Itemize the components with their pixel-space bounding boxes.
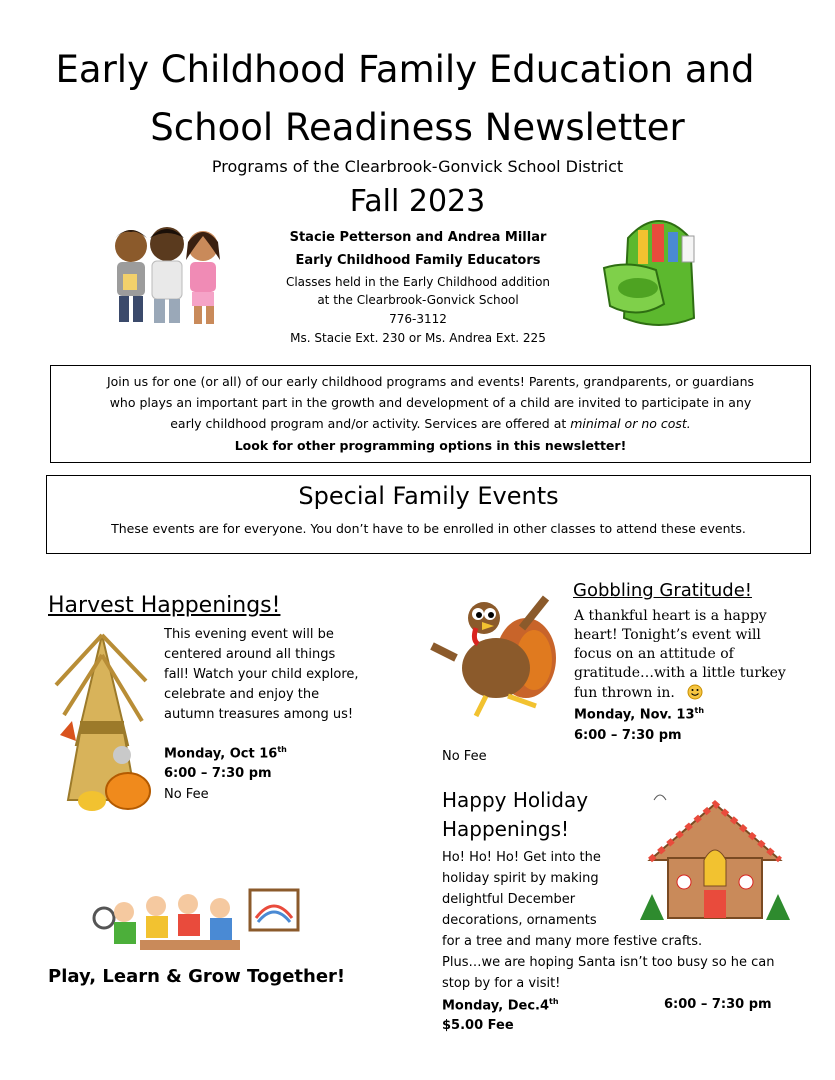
holiday-line-2: holiday spirit by making bbox=[442, 871, 599, 886]
kids-learning-illustration bbox=[90, 888, 302, 960]
holiday-line-5: for a tree and many more festive crafts. bbox=[442, 934, 703, 949]
holiday-fee: $5.00 Fee bbox=[442, 1018, 514, 1033]
holiday-line-4: decorations, ornaments bbox=[442, 913, 597, 928]
smiley-icon bbox=[687, 684, 703, 700]
backpack-illustration bbox=[598, 208, 720, 336]
intro-line-4: Look for other programming options in this newsletter! bbox=[234, 438, 627, 453]
phone-number: 776-3112 bbox=[389, 312, 447, 326]
intro-line-2: who plays an important part in the growth and development of a child are invited to participate in any bbox=[109, 395, 752, 410]
educators-role: Early Childhood Family Educators bbox=[295, 253, 541, 268]
intro-box bbox=[50, 365, 811, 463]
harvest-desc-4: celebrate and enjoy the bbox=[164, 687, 320, 702]
class-location-1: Classes held in the Early Childhood addition bbox=[285, 275, 551, 289]
harvest-desc-2: centered around all things bbox=[164, 647, 336, 662]
gratitude-line-1: A thankful heart is a happy bbox=[574, 608, 767, 624]
children-illustration bbox=[107, 216, 225, 331]
harvest-date: Monday, Oct 16th bbox=[164, 745, 287, 762]
gratitude-line-3: focus on an attitude of bbox=[574, 646, 734, 662]
gratitude-fee: No Fee bbox=[442, 749, 487, 764]
phone-extensions: Ms. Stacie Ext. 230 or Ms. Andrea Ext. 225 bbox=[290, 331, 546, 345]
tagline: Play, Learn & Grow Together! bbox=[48, 966, 346, 987]
gratitude-heading: Gobbling Gratitude! bbox=[573, 580, 752, 601]
special-events-box bbox=[46, 475, 811, 554]
harvest-fee: No Fee bbox=[164, 787, 209, 802]
season-title: Fall 2023 bbox=[349, 184, 486, 219]
harvest-cornstalk-illustration bbox=[46, 625, 158, 815]
holiday-time: 6:00 – 7:30 pm bbox=[664, 997, 772, 1012]
harvest-heading: Harvest Happenings! bbox=[48, 593, 281, 618]
holiday-line-3: delightful December bbox=[442, 892, 576, 907]
gratitude-line-5: fun thrown in. bbox=[574, 684, 703, 701]
holiday-line-7: stop by for a visit! bbox=[442, 976, 561, 991]
holiday-heading-1: Happy Holiday bbox=[442, 788, 589, 812]
title-line-2: School Readiness Newsletter bbox=[150, 106, 685, 149]
harvest-desc-3: fall! Watch your child explore, bbox=[164, 667, 359, 682]
holiday-heading-2: Happenings! bbox=[442, 817, 570, 841]
special-events-heading: Special Family Events bbox=[298, 482, 559, 510]
intro-line-3: early childhood program and/or activity. Services are offered at minimal or no cost. bbox=[170, 416, 691, 431]
gingerbread-house-illustration bbox=[640, 790, 790, 930]
holiday-line-1: Ho! Ho! Ho! Get into the bbox=[442, 850, 601, 865]
turkey-illustration bbox=[426, 588, 568, 723]
gratitude-line-4: gratitude…with a little turkey bbox=[574, 665, 786, 681]
holiday-line-6: Plus…we are hoping Santa isn’t too busy so he can bbox=[442, 955, 775, 970]
harvest-desc-1: This evening event will be bbox=[164, 627, 334, 642]
gratitude-time: 6:00 – 7:30 pm bbox=[574, 728, 682, 743]
gratitude-date: Monday, Nov. 13th bbox=[574, 706, 705, 723]
intro-line-1: Join us for one (or all) of our early childhood programs and events! Parents, grandparents, or guardians bbox=[106, 374, 755, 389]
holiday-date: Monday, Dec.4th bbox=[442, 997, 559, 1014]
harvest-desc-5: autumn treasures among us! bbox=[164, 707, 354, 722]
educators-names: Stacie Petterson and Andrea Millar bbox=[289, 230, 547, 245]
subtitle: Programs of the Clearbrook-Gonvick School District bbox=[211, 157, 624, 176]
title-line-1: Early Childhood Family Education and bbox=[55, 48, 755, 91]
class-location-2: at the Clearbrook-Gonvick School bbox=[317, 293, 519, 307]
special-events-text: These events are for everyone. You don’t have to be enrolled in other classes to attend these events. bbox=[111, 521, 746, 536]
harvest-time: 6:00 – 7:30 pm bbox=[164, 766, 272, 781]
gratitude-line-2: heart! Tonight’s event will bbox=[574, 627, 761, 643]
